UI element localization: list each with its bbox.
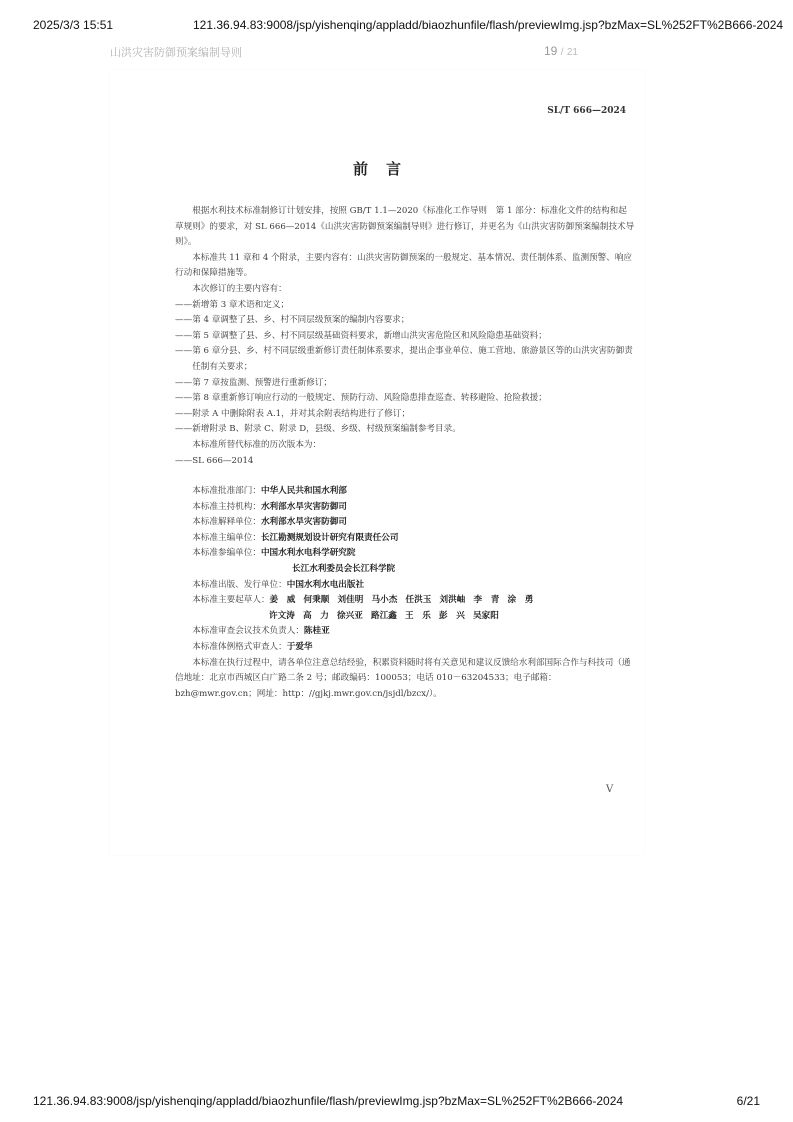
current-page[interactable]: 19	[544, 44, 558, 58]
document-page	[110, 70, 644, 855]
page-body	[175, 204, 635, 702]
change-item: ——第 4 章调整了县、乡、村不同层级预案的编制内容要求；	[175, 315, 410, 326]
page-heading: 前言	[352, 160, 419, 178]
change-item: ——新增附录 B、附录 C、附录 D，县级、乡级、村级预案编制参考目录。	[175, 424, 461, 435]
page-indicator	[544, 44, 578, 58]
change-item: ——第 5 章调整了县、乡、村不同层级基础资料要求，新增山洪灾害危险区和风险隐患基础资料；	[175, 330, 547, 341]
print-footer	[0, 1094, 793, 1110]
interpret-line: 本标准解释单位：水利部水旱灾害防御司	[192, 517, 347, 528]
approval-line: 本标准批准部门：中华人民共和国水利部	[192, 486, 347, 497]
publisher-line: 本标准出版、发行单位：中国水利水电出版社	[192, 579, 365, 590]
footer-url: 121.36.94.83:9008/jsp/yishenqing/appladd/biaozhunfile/flash/previewImg.jsp?bzMax=SL%252FT%2B666-2024	[33, 1094, 624, 1108]
review-line: 本标准审查会议技术负责人：陈桂亚	[192, 626, 330, 637]
change-item: ——附录 A 中删除附表 A.1，并对其余附表结构进行了修订；	[175, 408, 411, 419]
host-line: 本标准主持机构：水利部水旱灾害防御司	[192, 501, 347, 512]
change-item: ——新增第 3 章术语和定义；	[175, 299, 290, 310]
print-url: 121.36.94.83:9008/jsp/yishenqing/appladd/biaozhunfile/flash/previewImg.jsp?bzMax=SL%252FT%2B666-2024	[193, 18, 784, 32]
standard-code: SL/T 666—2024	[547, 106, 626, 116]
change-item: ——第 8 章重新修订响应行动的一般规定、预防行动、风险隐患排查巡查、转移避险、抢险救援；	[175, 393, 547, 404]
page-separator: /	[560, 47, 564, 58]
total-pages: 21	[566, 47, 578, 58]
drafters-line: 本标准主要起草人：姜 威 何秉顺 刘佳明 马小杰 任洪玉 刘洪岫 李 青 涂 勇	[192, 595, 534, 606]
change-item: ——第 7 章按监测、预警进行重新修订；	[175, 377, 333, 388]
participating-line: 本标准参编单位：中国水利水电科学研究院	[192, 548, 356, 559]
replaced-version: ——SL 666—2014	[175, 455, 254, 466]
footer-page: 6/21	[736, 1094, 760, 1108]
drafters-line-2: 许文涛 高 力 徐兴亚 路江鑫 王 乐 彭 兴 吴家阳	[269, 610, 499, 621]
change-item: ——第 6 章分县、乡、村不同层级重新修订责任制体系要求，提出企事业单位、施工营地、旅游景区等的山洪灾害防御责任制有关要求；	[175, 346, 633, 372]
viewer-toolbar	[110, 44, 580, 62]
intro-paragraph: 本次修订的主要内容有：	[192, 283, 287, 294]
document-title: 山洪灾害防御预案编制导则	[110, 46, 242, 59]
intro-paragraph: 根据水利技术标准制修订计划安排，按照 GB/T 1.1—2020《标准化工作导则 第 1 部分：标准化文件的结构和起草规则》的要求，对 SL 666—2014《山洪灾害防御预案编制导则》进行修订，并更名为《山洪灾害防御预案编制技术导则》。	[175, 206, 635, 248]
print-timestamp: 2025/3/3 15:51	[33, 18, 114, 32]
page-number-roman: V	[606, 784, 614, 795]
participating-line-2: 长江水利委员会长江科学院	[292, 564, 396, 575]
closing-paragraph: 本标准在执行过程中，请各单位注意总结经验，积累资料随时将有关意见和建议反馈给水利部国际合作与科技司（通信地址：北京市西城区白广路二条 2 号；邮政编码：100053；电话 010－63204533；电子邮箱：bzh@mwr.gov.cn；网址：http：//gjkj.mwr.gov.cn/jsjdl/bzcx/）。	[175, 657, 631, 699]
format-line: 本标准体例格式审查人：于爱华	[192, 642, 313, 653]
chief-editor-line: 本标准主编单位：长江勘测规划设计研究有限责任公司	[192, 532, 399, 543]
intro-paragraph: 本标准共 11 章和 4 个附录，主要内容有：山洪灾害防御预案的一般规定、基本情况、责任制体系、监测预警、响应行动和保障措施等。	[175, 252, 633, 279]
replace-intro: 本标准所替代标准的历次版本为：	[192, 439, 322, 450]
print-header	[0, 18, 793, 34]
